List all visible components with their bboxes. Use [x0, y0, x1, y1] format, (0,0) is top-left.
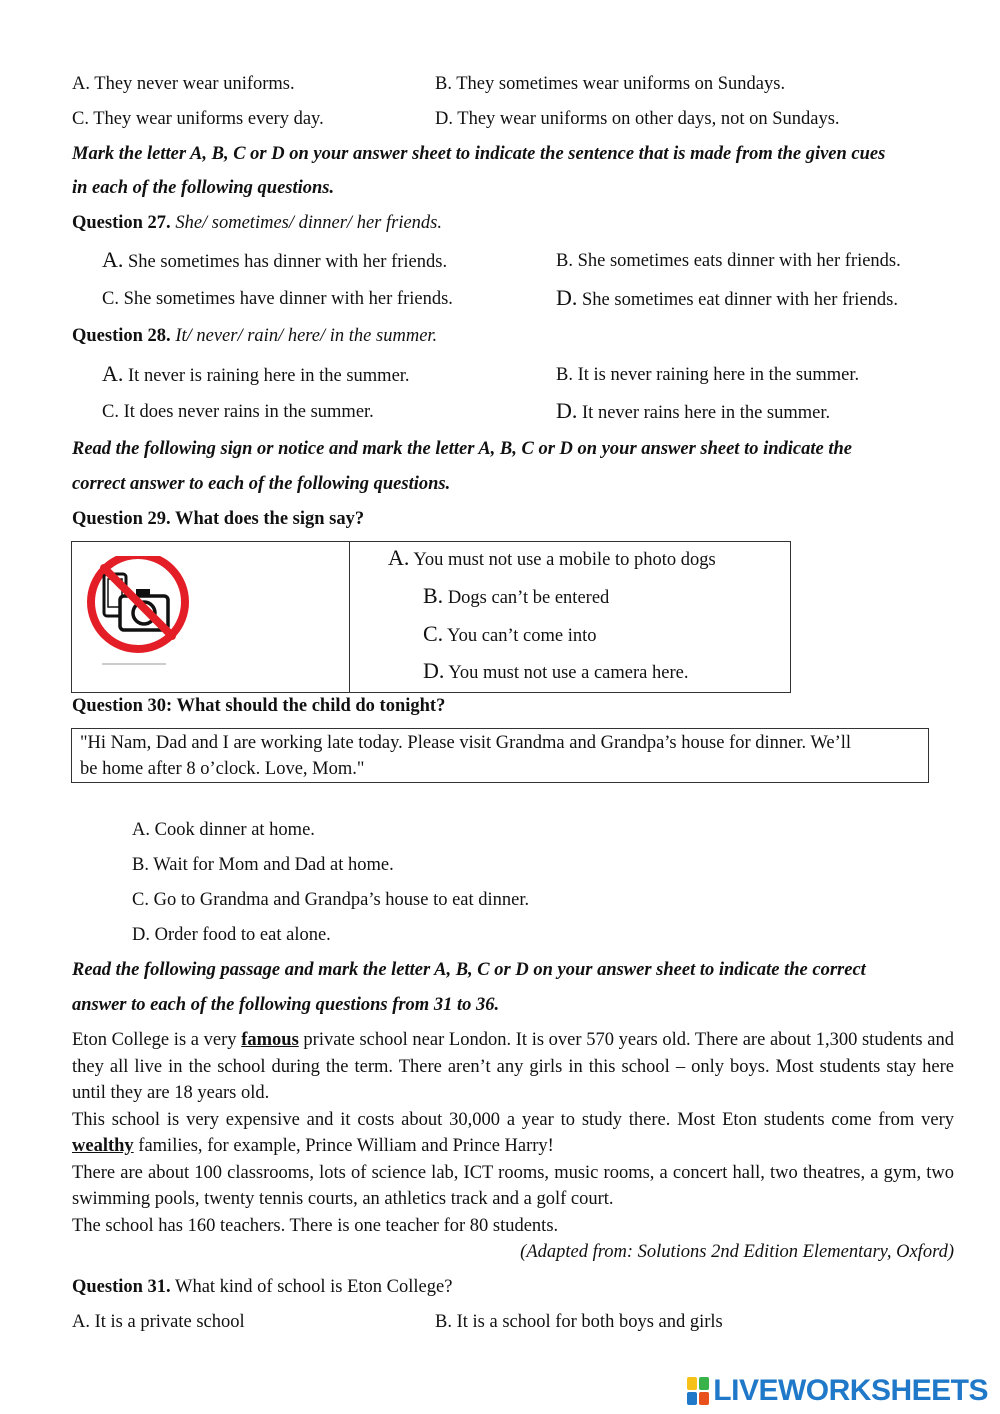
q28-option-d-letter: D. — [556, 398, 578, 423]
instruction-cues-line2: in each of the following questions. — [72, 178, 335, 198]
q29-option-c-letter: C. — [423, 621, 444, 646]
question-28-label: Question 28. — [72, 326, 171, 346]
q28-option-c[interactable]: C. It does never rains in the summer. — [102, 402, 374, 422]
table-divider — [349, 542, 350, 692]
q28-option-a-text: It never is raining here in the summer. — [128, 366, 410, 386]
question-28-prompt: It/ never/ rain/ here/ in the summer. — [175, 326, 438, 346]
q26-option-a[interactable]: A. They never wear uniforms. — [72, 74, 295, 94]
note-line1: "Hi Nam, Dad and I are working late today. Please visit Grandma and Grandpa’s house for dinner. We’ll — [80, 733, 852, 753]
question-29-table — [71, 541, 791, 693]
passage-paragraph-1: Eton College is a very famous private school near London. It is over 570 years old. There are about 1,300 students and they all live in the school during the term. There aren’t any girls in this school – only boys. Most students stay here until they are 18 years old. — [72, 1030, 954, 1103]
q31-option-b[interactable]: B. It is a school for both boys and girls — [435, 1312, 723, 1332]
q29-option-a-text: You must not use a mobile to photo dogs — [413, 550, 716, 570]
q30-option-b[interactable]: B. Wait for Mom and Dad at home. — [132, 855, 394, 875]
question-27 — [72, 212, 442, 234]
logo-icon — [687, 1377, 709, 1405]
q27-option-a-letter: A. — [102, 247, 124, 272]
q29-option-d-letter: D. — [423, 658, 445, 683]
reading-passage — [72, 1027, 954, 1266]
no-camera-sign-icon — [84, 556, 194, 672]
q29-option-b-letter: B. — [423, 583, 444, 608]
q28-option-d-text: It never rains here in the summer. — [582, 403, 831, 423]
q26-option-c[interactable]: C. They wear uniforms every day. — [72, 109, 324, 129]
instruction-sign-line2: correct answer to each of the following questions. — [72, 474, 451, 494]
instruction-sign-line1: Read the following sign or notice and mark the letter A, B, C or D on your answer sheet to indicate the — [72, 439, 852, 459]
q30-option-c[interactable]: C. Go to Grandma and Grandpa’s house to eat dinner. — [132, 890, 530, 910]
question-28 — [72, 325, 437, 347]
q29-option-a-letter: A. — [388, 545, 410, 570]
question-31-label: Question 31. — [72, 1277, 171, 1297]
question-30-note — [71, 728, 929, 783]
q28-option-d[interactable] — [556, 398, 830, 424]
logo-text: LIVEWORKSHEETS — [713, 1374, 988, 1407]
q27-option-d[interactable] — [556, 285, 898, 311]
q27-option-c[interactable]: C. She sometimes have dinner with her friends. — [102, 289, 453, 309]
q29-option-c[interactable] — [423, 621, 597, 647]
question-27-prompt: She/ sometimes/ dinner/ her friends. — [175, 213, 442, 233]
passage-paragraph-2: This school is very expensive and it costs about 30,000 a year to study there. Most Eton students come from very wealthy families, for example, Prince William and Prince Harry! — [72, 1109, 954, 1156]
q29-option-d-text: You must not use a camera here. — [448, 663, 689, 683]
q29-option-a[interactable] — [388, 545, 716, 571]
question-29-label: Question 29. What does the sign say? — [72, 509, 365, 529]
q27-option-d-text: She sometimes eat dinner with her friends. — [582, 290, 898, 310]
question-27-label: Question 27. — [72, 213, 171, 233]
keyword-wealthy: wealthy — [72, 1136, 134, 1156]
instruction-passage-line2: answer to each of the following questions from 31 to 36. — [72, 995, 500, 1015]
keyword-famous: famous — [241, 1030, 299, 1050]
passage-paragraph-3: There are about 100 classrooms, lots of science lab, ICT rooms, music rooms, a concert hall, two theatres, a gym, two swimming pools, twenty tennis courts, an athletics track and a golf court. — [72, 1162, 954, 1209]
passage-paragraph-4: The school has 160 teachers. There is one teacher for 80 students. — [72, 1215, 559, 1236]
q31-option-a[interactable]: A. It is a private school — [72, 1312, 245, 1332]
note-line2: be home after 8 o’clock. Love, Mom." — [80, 759, 365, 779]
q27-option-a-text: She sometimes has dinner with her friends. — [128, 252, 448, 272]
passage-source: (Adapted from: Solutions 2nd Edition Elementary, Oxford) — [520, 1242, 954, 1262]
q30-option-a[interactable]: A. Cook dinner at home. — [132, 820, 315, 840]
instruction-cues-line1: Mark the letter A, B, C or D on your answer sheet to indicate the sentence that is made from the given cues — [72, 144, 886, 164]
q26-option-b[interactable]: B. They sometimes wear uniforms on Sundays. — [435, 74, 786, 94]
instruction-passage-line1: Read the following passage and mark the letter A, B, C or D on your answer sheet to indicate the correct — [72, 960, 866, 980]
q28-option-a[interactable] — [102, 361, 410, 387]
q27-option-b[interactable]: B. She sometimes eats dinner with her friends. — [556, 251, 901, 271]
q26-option-d[interactable]: D. They wear uniforms on other days, not on Sundays. — [435, 109, 840, 129]
question-30-label: Question 30: What should the child do tonight? — [72, 696, 446, 716]
question-31 — [72, 1276, 452, 1298]
q29-option-d[interactable] — [423, 658, 688, 684]
q28-option-a-letter: A. — [102, 361, 124, 386]
q27-option-a[interactable] — [102, 247, 447, 273]
q30-option-d[interactable]: D. Order food to eat alone. — [132, 925, 331, 945]
q28-option-b[interactable]: B. It is never raining here in the summer. — [556, 365, 860, 385]
q29-option-b-text: Dogs can’t be entered — [447, 588, 610, 608]
q29-option-c-text: You can’t come into — [447, 626, 597, 646]
question-31-prompt: What kind of school is Eton College? — [174, 1277, 453, 1297]
liveworksheets-logo — [687, 1374, 988, 1408]
q29-option-b[interactable] — [423, 583, 609, 609]
q27-option-d-letter: D. — [556, 285, 578, 310]
